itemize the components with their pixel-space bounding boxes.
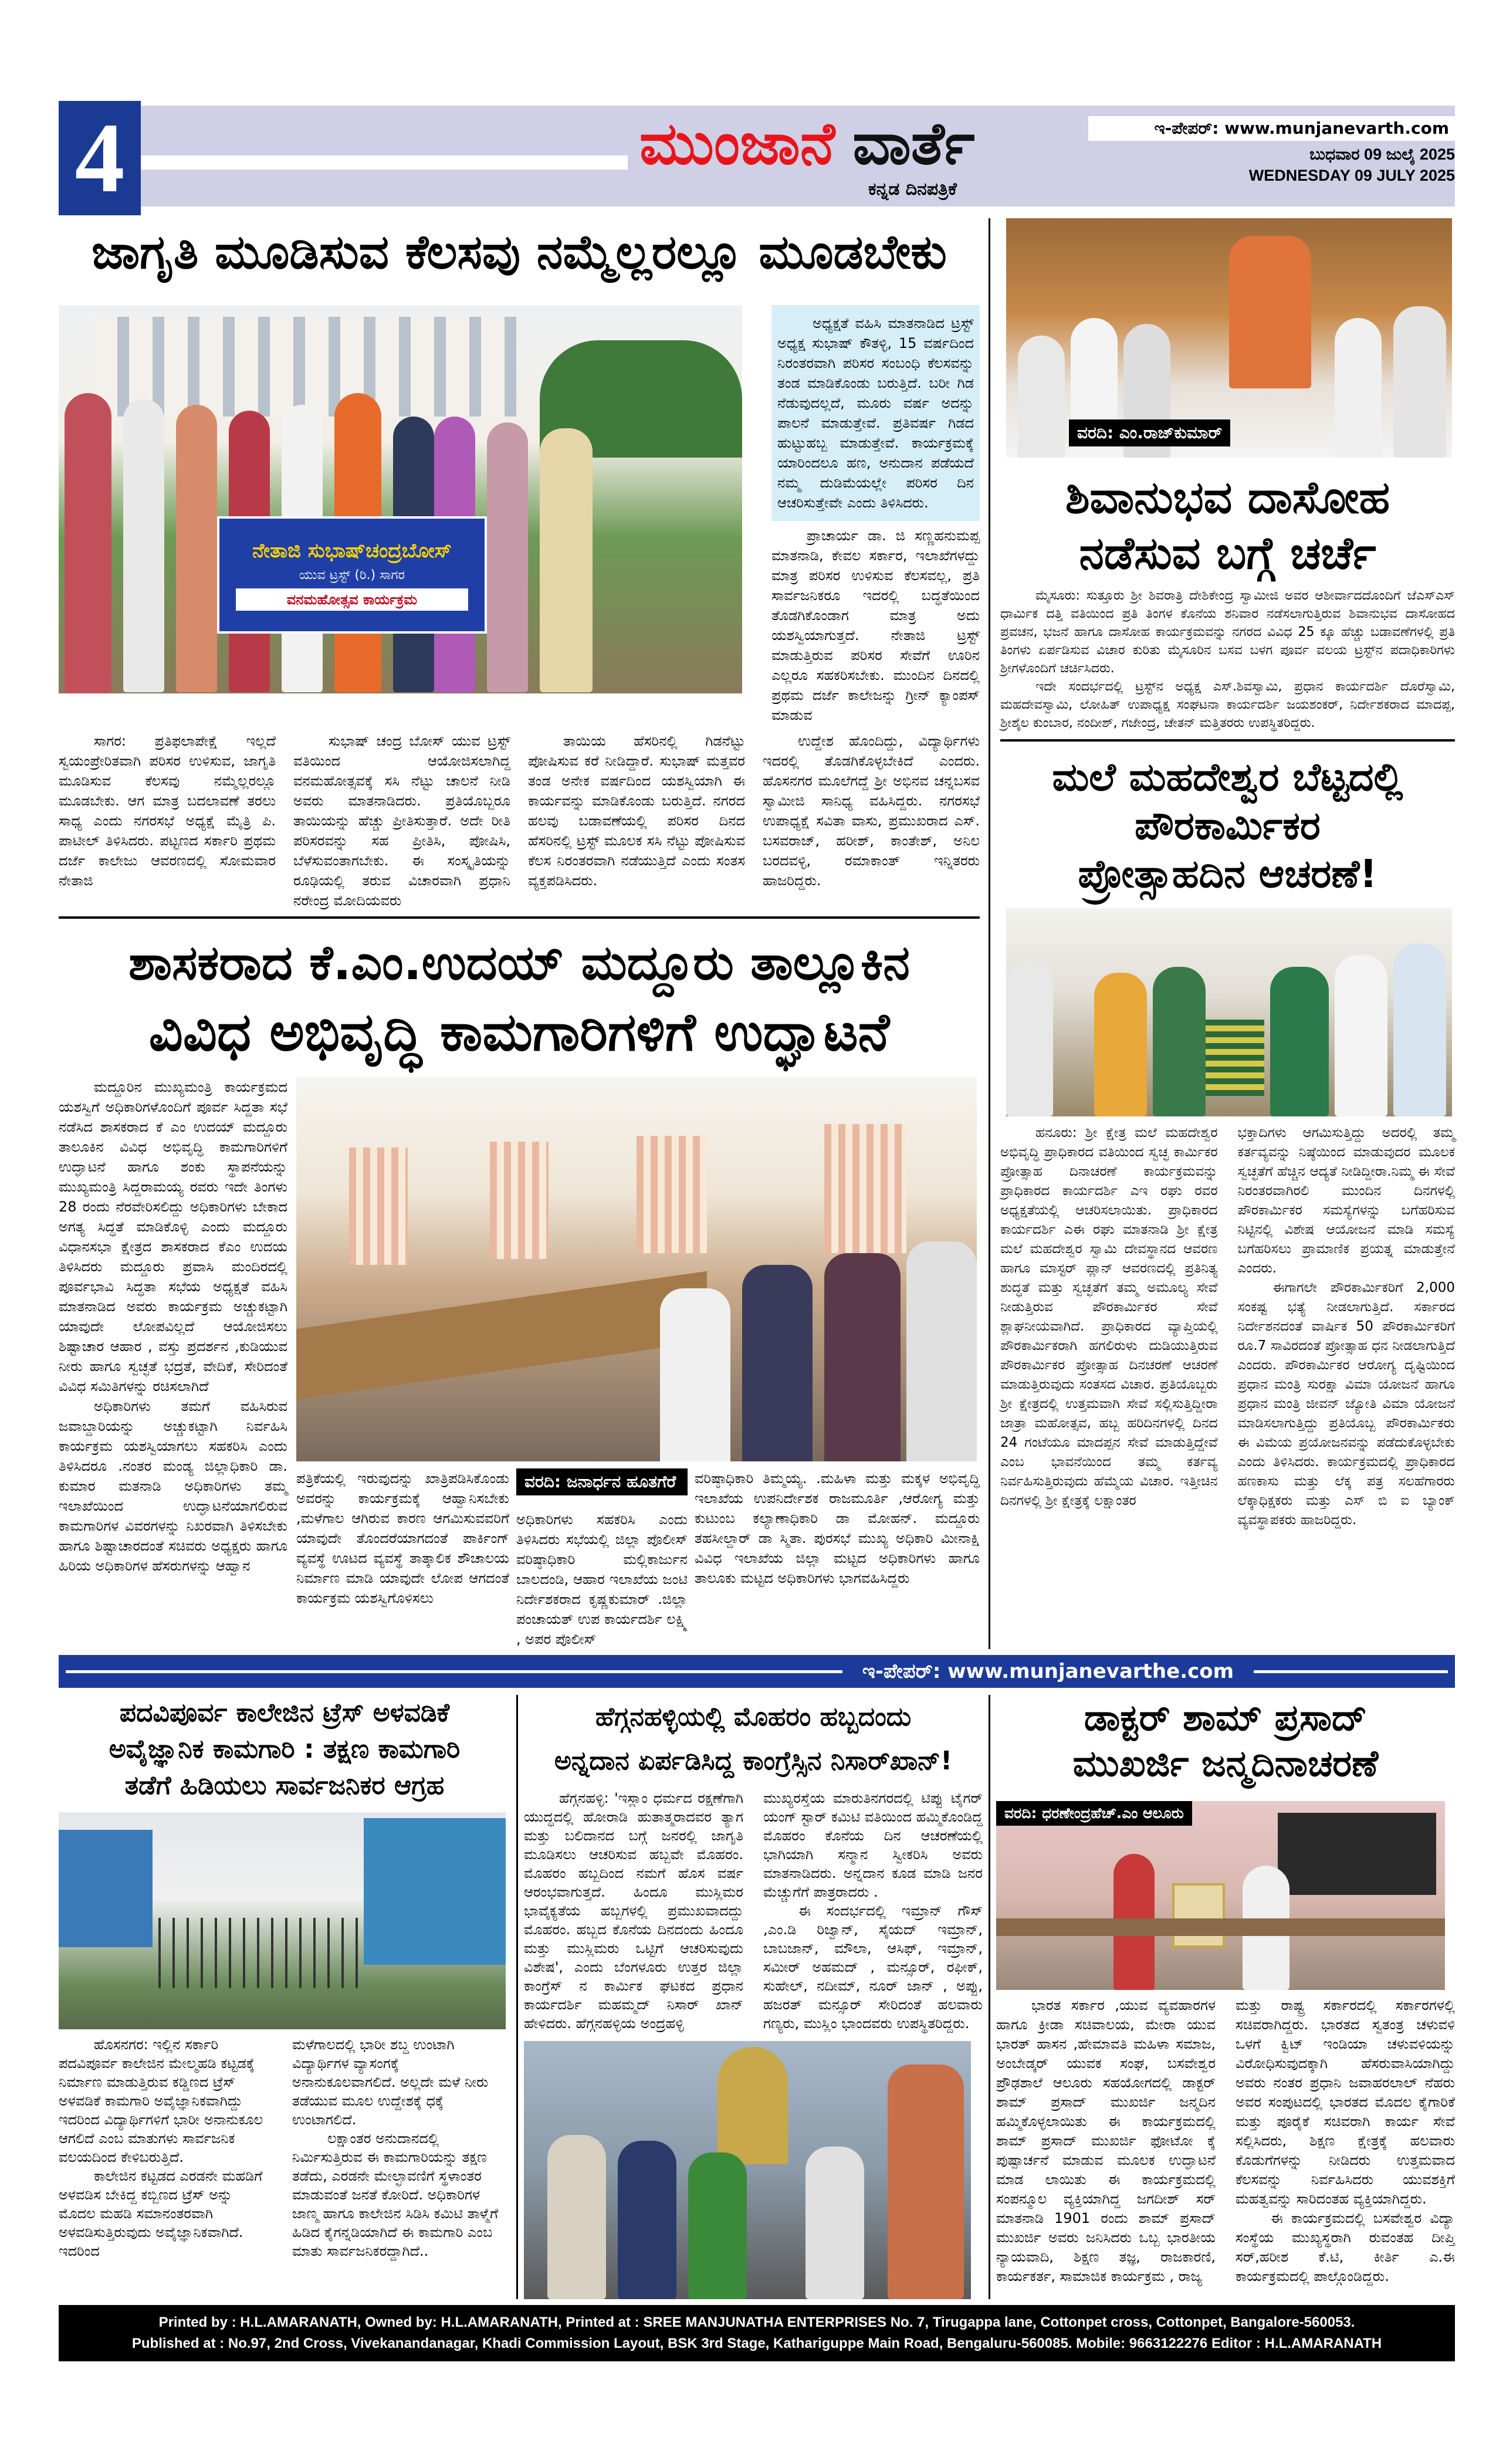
paragraph: ಈ ಸಂದರ್ಭದಲ್ಲಿ ಇಮ್ರಾನ್ ಗೌಸ್ ,ಎಂ.ಡಿ ರಿಜ್ವಾನ್, ಸೈಯದ್ ಇಮ್ರಾನ್, ಬಾಬಜಾನ್, ಮೌಲಾ, ಆಸಿಫ್, ಇಮ್ರಾನ್, ಸಮೀರ್ ಅಹಮದ್ , ಮನ್ಸೂರ್, ರಫೀಕ್, ಸುಹೇಲ್, ನದೀಮ್, ನೂರ್ ಜಾನ್ , ಅಪ್ಪು, ಹಜರತ್ ಮನ್ಸೂರ್ ಸೇರಿದಂತೆ ಹಲವಾರು ಗಣ್ಯರು, ಮುಸ್ಲಿಂ ಭಾಂದವರು ಉಪಸ್ಥಿತರಿದ್ದರು. — [763, 1903, 983, 2032]
story7-col2 — [1236, 1996, 1455, 2286]
story7-col1 — [996, 1996, 1216, 2286]
bottom-row — [59, 1695, 1455, 2299]
story4-headline-line1: ಮಲೆ ಮಹದೇಶ್ವರ ಬೆಟ್ಟದಲ್ಲಿ — [1052, 754, 1403, 800]
story2-byline: ವರದಿ: ಜನಾರ್ಧನ ಹೂತಗೆರೆ — [516, 1468, 688, 1495]
paragraph: ಪತ್ರಿಕೆಯಲ್ಲಿ ಇರುವುದನ್ನು ಖಾತ್ರಿಪಡಿಸಿಕೊಂಡು ಅವರನ್ನು ಕಾರ್ಯಕ್ರಮಕ್ಕೆ ಆಹ್ವಾನಿಸಬೇಕು ,ಮಳೆಗಾಲ ಆಗಿರುವ ಕಾರಣ ಆಗಮಿಸುವವರಿಗೆ ಯಾವುದೇ ತೊಂದರೆಯಾಗದಂತೆ ಪಾರ್ಕಿಂಗ್ ವ್ಯವಸ್ಥೆ ಊಟದ ವ್ಯವಸ್ಥೆ ತಾತ್ಕಾಲಿಕ ಶೌಚಾಲಯ ನಿರ್ಮಾಣ ಮಾಡಿ ಯಾವುದೇ ಲೋಪ ಆಗದಂತೆ ಕಾರ್ಯಕ್ರಮ ಯಶಸ್ವಿಗೊಳಿಸಲು — [296, 1470, 509, 1606]
person-figure — [824, 1253, 901, 1461]
story3-byline: ವರದಿ: ಎಂ.ರಾಜ್‌ಕುಮಾರ್ — [1069, 419, 1230, 446]
story2-columns — [296, 1468, 980, 1649]
imprint-footer — [59, 2305, 1455, 2361]
paragraph: ಅಧಿಕಾರಿಗಳು ತಮಗೆ ವಹಿಸಿರುವ ಜವಾಬ್ದಾರಿಯನ್ನು ಅಚ್ಚುಕಟ್ಟಾಗಿ ನಿರ್ವಹಿಸಿ ಕಾರ್ಯಕ್ರಮ ಯಶಸ್ವಿಯಾಗಲು ಸಹಕರಿಸಿ ಎಂದು ತಿಳಿಸಿದರೂ .ನಂತರ ಮಂಡ್ಯ ಜಿಲ್ಲಾಧಿಕಾರಿ ಡಾ. ಕುಮಾರ ಮತನಾಡಿ ಅಧಿಕಾರಿಗಳು ತಮ್ಮ ಇಲಾಖೆಯಿಂದ ಉದ್ಘಾಟನೆಯಾಗಲಿರುವ ಕಾಮಗಾರಿಗಳ ವಿವರಗಳನ್ನು ನಿಖರವಾಗಿ ತಿಳಿಸಬೇಕು ಹಾಗೂ ಶಿಷ್ಟಾಚಾರದಂತೆ ಸಚಿವರು ಅಧ್ಯಕ್ಷರು ಹಾಗೂ ಹಿರಿಯ ಅಧಿಕಾರಿಗಳ ಹೆಸರುಗಳನ್ನು ಆಹ್ವಾನ — [59, 1398, 287, 1574]
story4-headline-line3: ಪ್ರೋತ್ಸಾಹದಿನ ಆಚರಣೆ! — [1078, 851, 1377, 896]
story2-col-b — [516, 1509, 688, 1649]
person-figure — [742, 1265, 813, 1461]
paragraph: ಮಳೆಗಾಲದಲ್ಲಿ ಭಾರೀ ಶಬ್ದ ಉಂಟಾಗಿ ವಿದ್ಯಾರ್ಥಿಗಳ ವ್ಯಾಸಂಗಕ್ಕೆ ಅನಾನುಕೂಲವಾಗಲಿದೆ. ಅಲ್ಲದೇ ಮಳೆ ನೀರು ತಡೆಯುವ ಮೂಲ ಉದ್ದೇಶಕ್ಕೆ ಧಕ್ಕೆ ಉಂಟಾಗಲಿದೆ. — [292, 2036, 489, 2128]
story3-headline-line2: ನಡೆಸುವ ಬಗ್ಗೆ ಚರ್ಚೆ — [1079, 527, 1376, 579]
bar-line — [1254, 1670, 1448, 1673]
story2-col-a — [296, 1468, 509, 1649]
headline-line: ಮುಖರ್ಜಿ ಜನ್ಮದಿನಾಚರಣೆ — [1072, 1742, 1379, 1785]
headline-line: ಹೆಗ್ಗನಹಳ್ಳಿಯಲ್ಲಿ ಮೊಹರಂ ಹಬ್ಬದಂದು — [595, 1702, 912, 1732]
story1-col2: ಸುಭಾಷ್ ಚಂದ್ರ ಬೋಸ್ ಯುವ ಟ್ರಸ್ಟ್ ವತಿಯಿಂದ ಆಯೋಜಿಸಲಾಗಿದ್ದ ವನಮಹೋತ್ಸವಕ್ಕೆ ಸಸಿ ನೆಟ್ಟು ಚಾಲನೆ ನೀಡಿ ಅವರು ಮಾತನಾಡಿದರು. ಪ್ರತಿಯೊಬ್ಬರೂ ತಾಯಿಯನ್ನು ಹೆಚ್ಚು ಪ್ರೀತಿಸುತ್ತಾರೆ. ಅದೇ ರೀತಿ ಪರಿಸರವನ್ನು ಸಹ ಪ್ರೀತಿಸಿ, ಪೋಷಿಸಿ, ಬೆಳೆಸುವಂತಾಗಬೇಕು. ಈ ಸಂಸ್ಕೃತಿಯನ್ನು ರೂಢಿಯಲ್ಲಿ ತರುವ ವಿಚಾರವಾಗಿ ಪ್ರಧಾನಿ ನರೇಂದ್ರ ಮೋದಿಯವರು — [293, 733, 510, 909]
banner-title: ನೇತಾಜಿ ಸುಭಾಷ್‌ಚಂದ್ರಬೋಸ್ — [252, 539, 452, 563]
headline-line: ಅನ್ನದಾನ ಏರ್ಪಡಿಸಿದ್ದ ಕಾಂಗ್ರೆಸ್ಸಿನ ನಿಸಾರ್‌ಖಾನ್! — [554, 1746, 953, 1776]
story2-left-text — [59, 1077, 287, 1649]
paragraph: ಅಧಿಕಾರಿಗಳು ಸಹಕರಿಸಿ ಎಂದು ತಿಳಿಸಿದರು ಸಭೆಯಲ್ಲಿ ಜಿಲ್ಲಾ ಪೊಲೀಸ್ ವರಿಷ್ಠಾಧಿಕಾರಿ ಮಲ್ಲಿಕಾರ್ಜುನ ಬಾಲದಂಡಿ, ಆಹಾರ ಇಲಾಖೆಯ ಜಂಟಿ ನಿರ್ದೇಶಕರಾದ ಕೃಷ್ಣಕುಮಾರ್ .ಜಿಲ್ಲಾ ಪಂಚಾಯತ್ ಉಪ ಕಾರ್ಯದರ್ಶಿ ಲಕ್ಷ್ಮಿ , ಅಪರ ಪೊಲೀಸ್ — [516, 1511, 688, 1647]
paragraph: ಭಾರತ ಸರ್ಕಾರ ,ಯುವ ವ್ಯವಹಾರಗಳ ಹಾಗೂ ಕ್ರೀಡಾ ಸಚಿವಾಲಯ, ಮೇರಾ ಯುವ ಭಾರತ್ ಹಾಸನ ,ಹೇಮಾವತಿ ಮಹಿಳಾ ಸಮಾಜ, ಅಂಬೇಡ್ಕರ್ ಯುವಕ ಸಂಘ, ಬಸವೇಶ್ವರ ಪ್ರೌಢಶಾಲೆ ಆಲೂರು ಸಹಯೋಗದಲ್ಲಿ ಡಾಕ್ಟರ್ ಶಾಮ್ ಪ್ರಸಾದ್ ಮುಖರ್ಜಿ ಜನ್ಮದಿನ ಹಮ್ಮಿಕೊಳ್ಳಲಾಯಿತು ಈ ಕಾರ್ಯಕ್ರಮದಲ್ಲಿ ಶಾಮ್ ಪ್ರಸಾದ್ ಮುಖರ್ಜಿ ಫೋಟೋ ಕ್ಕೆ ಪುಷ್ಪಾರ್ಚನೆ ಮಾಡುವ ಮೂಲಕ ಉದ್ಘಾಟನೆ ಮಾಡ ಲಾಯಿತು ಈ ಕಾರ್ಯಕ್ರಮದಲ್ಲಿ ಸಂಪನ್ಮೂಲ ವ್ಯಕ್ತಿಯಾಗಿದ್ದ ಜಗದೀಶ್ ಸರ್ ಮಾತನಾಡಿ 1901 ರಂದು ಶಾಮ್ ಪ್ರಸಾದ್ ಮುಖರ್ಜಿ ಅವರು ಜನಿಸಿದರು ಒಬ್ಬ ಭಾರತೀಯ ನ್ಯಾಯವಾದಿ, ಶಿಕ್ಷಣ ತಜ್ಞ, ರಾಜಕಾರಣಿ, ಕಾರ್ಯಕರ್ತ, ಸಾಮಾಜಿಕ ಕಾರ್ಯಕ್ರಮ , ರಾಜ್ಯ — [996, 1997, 1216, 2284]
epaper-link[interactable]: ಇ-ಪೇಪರ್: www.munjanevarth.com — [1088, 116, 1455, 141]
story4-body — [1000, 1123, 1455, 1530]
story7-body — [996, 1996, 1455, 2286]
headline-line: ಅವೈಜ್ಞಾನಿಕ ಕಾಮಗಾರಿ : ತಕ್ಷಣ ಕಾಮಗಾರಿ — [109, 1734, 461, 1764]
paragraph: ಮತ್ತು ರಾಷ್ಟ್ರ ಸರ್ಕಾರದಲ್ಲಿ ಸರ್ಕಾರಗಳಲ್ಲಿ ಸಚಿವರಾಗಿದ್ದರು. ಭಾರತದ ಸ್ವತಂತ್ರ ಚಳುವಳಿ ಒಳಗೆ ಕ್ವಿಟ್ ಇಂಡಿಯಾ ಚಳುವಳಿಯನ್ನು ವಿರೋಧಿಸುವುದಕ್ಕಾಗಿ ಹೆಸರುವಾಸಿಯಾಗಿದ್ದು ಅವರು ನಂತರ ಪ್ರಧಾನಿ ಜವಾಹರಲಾಲ್ ನೆಹರು ಅವರ ಸಂಪುಟದಲ್ಲಿ ಭಾರತದ ಮೊದಲ ಕೈಗಾರಿಕೆ ಮತ್ತು ಪೂರೈಕೆ ಸಚಿವರಾಗಿ ಕಾರ್ಯ ಸೇವೆ ಸಲ್ಲಿಸಿದರು, ಶಿಕ್ಷಣ ಕ್ಷೇತ್ರಕ್ಕೆ ಹಲವಾರು ಕೊಡುಗೆಗಳನ್ನು ನೀಡಿದರು ಉತ್ತಮವಾದ ಕೆಲಸವನ್ನು ನಿರ್ವಹಿಸಿದರು ಯುವಶಕ್ತಿಗೆ ಮಹತ್ವವನ್ನು ಸಾರಿದಂತಹ ವ್ಯಕ್ತಿಯಾಗಿದ್ದರು. — [1236, 1997, 1455, 2207]
person-figure — [176, 405, 217, 692]
paragraph: ಈಗಾಗಲೇ ಪೌರಕಾರ್ಮಿಕರಿಗೆ 2,000 ಸಂಕಷ್ಟ ಭತ್ಯೆ ನೀಡಲಾಗುತ್ತಿದೆ. ಸರ್ಕಾರದ ನಿರ್ದೇಶನದಂತೆ ವಾರ್ಷಿಕ 50 ಪೌರಕಾರ್ಮಿಕರಿಗೆ ರೂ.7 ಸಾವಿರದಂತೆ ಪ್ರೋತ್ಸಾಹ ಧನ ನೀಡಲಾಗುತ್ತಿದೆ ಎಂದರು. ಪೌರಕಾರ್ಮಿಕರ ಆರೋಗ್ಯ ದೃಷ್ಟಿಯಿಂದ ಪ್ರಧಾನ ಮಂತ್ರಿ ಸುರಕ್ಷಾ ವಿಮಾ ಯೋಜನೆ ಹಾಗೂ ಪ್ರಧಾನ ಮಂತ್ರಿ ಜೀವನ್ ಜ್ಯೋತಿ ವಿಮಾ ಯೋಜನೆ ಮಾಡಿಸಲಾಗುತ್ತಿದ್ದು ಪ್ರತಿಯೊಬ್ಬ ಪೌರಕಾರ್ಮಿಕರು ಈ ವಿಮೆಯ ಪ್ರಯೋಜನವನ್ನು ಪಡೆದುಕೊಳ್ಳಬೇಕು ಎಂದು ತಿಳಿಸಿದರು. ಕಾರ್ಯಕ್ರಮದಲ್ಲಿ ಪ್ರಾಧಿಕಾರದ ಹಣಕಾಸು ಮತ್ತು ಲೆಕ್ಕ ಪತ್ರ ಸಲಹೆಗಾರರು ಲೆಕ್ಕಾಧಿಕ್ಷಕರು ಮತ್ತು ಎಸ್ ಬಿ ಐ ಬ್ಯಾಂಕ್ ವ್ಯವಸ್ಥಾಪಕರು ಹಾಜರಿದ್ದರು. — [1237, 1280, 1455, 1528]
date-english: WEDNESDAY 09 JULY 2025 — [1248, 167, 1455, 184]
person-figure — [540, 428, 593, 692]
person-figure — [1270, 967, 1329, 1116]
person-figure — [1393, 306, 1446, 458]
tazia — [717, 2047, 788, 2164]
story1-top — [59, 305, 980, 725]
paragraph: ಹನೂರು: ಶ್ರೀ ಕ್ಷೇತ್ರ ಮಲೆ ಮಹದೇಶ್ವರ ಅಭಿವೃದ್ಧಿ ಪ್ರಾಧಿಕಾರದ ವತಿಯಿಂದ ಸ್ವಚ್ಛ ಕಾರ್ಮಿಕರ ಪ್ರೋತ್ಸಾಹ ದಿನಾಚರಣೆ ಕಾರ್ಯಕ್ರಮವನ್ನು ಪ್ರಾಧಿಕಾರದ ಕಾರ್ಯದರ್ಶಿ ಎಇ ರಘು ರವರ ಅಧ್ಯಕ್ಷತೆಯಲ್ಲಿ ಆಚರಿಸಲಾಯಿತು. ಪ್ರಾಧಿಕಾರದ ಕಾರ್ಯದರ್ಶಿ ಎಈ ರಘು ಮಾತನಾಡಿ ಶ್ರೀ ಕ್ಷೇತ್ರ ಮಲೆ ಮಹದೇಶ್ವರ ಸ್ವಾಮಿ ದೇವಸ್ಥಾನದ ಆವರಣ ಹಾಗೂ ಮಾಸ್ಟರ್ ಪ್ಲಾನ್ ಆವರಣದಲ್ಲಿ ಪ್ರತಿನಿತ್ಯ ಶುದ್ಧತೆ ಮತ್ತು ಸ್ವಚ್ಛತೆಗೆ ತಮ್ಮ ಅಮೂಲ್ಯ ಸೇವೆ ನೀಡುತ್ತಿರುವ ಪೌರಕಾರ್ಮಿಕರ ಸೇವೆ ಶ್ಲಾಘನೀಯವಾಗಿದೆ. ಪ್ರಾಧಿಕಾರದ ವ್ಯಾಪ್ತಿಯಲ್ಲಿ ಪೌರಕಾರ್ಮಿಕರಾಗಿ ಹಗಲಿರುಳು ದುಡಿಯುತ್ತಿರುವ ಪೌರಕಾರ್ಮಿಕರ ಪ್ರೋತ್ಸಾಹ ದಿನಚರಣೆ ಆಚರಣೆ ಮಾಡುತ್ತಿರುವುದು ಸಂತಸದ ವಿಚಾರ. ಪ್ರತಿಯೊಬ್ಬರು ಶ್ರೀ ಕ್ಷೇತ್ರದಲ್ಲಿ ಉತ್ತಮವಾಗಿ ಸೇವೆ ಸಲ್ಲಿಸುತ್ತಿದ್ದೀರಾ ಜಾತ್ರಾ ಮಹೋತ್ಸವ, ಹಬ್ಬ ಹರಿದಿನಗಳಲ್ಲಿ ದಿನದ 24 ಗಂಟೆಯೂ ಮಾದಪ್ಪನ ಸೇವೆ ಮಾಡುತ್ತಿದ್ದೇವೆ ಎಂಬ ಭಾವನೆಯಿಂದ ತಮ್ಮ ಕರ್ತವ್ಯ ನಿರ್ವಹಿಸುತ್ತಿರುವುದು ಹೆಮ್ಮೆಯ ವಿಚಾರ. ಇತ್ತೀಚಿನ ದಿನಗಳಲ್ಲಿ ಶ್ರೀ ಕ್ಷೇತ್ರಕ್ಕೆ ಲಕ್ಷಾಂತರ — [1000, 1125, 1218, 1508]
headline-line: ತಡೆಗೆ ಹಿಡಿಯಲು ಸಾರ್ವಜನಿಕರ ಆಗ್ರಹ — [124, 1771, 445, 1800]
story5-college-photo — [59, 1812, 506, 2029]
story5-col2 — [292, 2035, 506, 2260]
story6-col1 — [524, 1789, 743, 2033]
paragraph: ಮದ್ದೂರಿನ ಮುಖ್ಯಮಂತ್ರಿ ಕಾರ್ಯಕ್ರಮದ ಯಶಸ್ವಿಗೆ ಅಧಿಕಾರಿಗಳೊಂದಿಗೆ ಪೂರ್ವ ಸಿದ್ದತಾ ಸಭೆ ನಡೆಸಿದ ಶಾಸಕರಾದ ಕೆ ಎಂ ಉದಯ್ ಮದ್ದೂರು ತಾಲೂಕಿನ ವಿವಿಧ ಅಭಿವೃದ್ಧಿ ಕಾಮಗಾರಿಗಳಿಗೆ ಉದ್ಘಾಟನೆ ಹಾಗೂ ಶಂಕು ಸ್ಥಾಪನೆಯನ್ನು ಮುಖ್ಯಮಂತ್ರಿ ಸಿದ್ದರಾಮಯ್ಯ ರವರು ಇದೇ ತಿಂಗಳು 28 ರಂದು ನೆರವೇರಿಸಲಿದ್ದು ಅಧಿಕಾರಿಗಳು ಬೇಕಾದ ಅಗತ್ಯ ಸಿದ್ಧತೆ ಮಾಡಿಕೊಳ್ಳಿ ಎಂದು ಮದ್ದೂರು ವಿಧಾನಸಭಾ ಕ್ಷೇತ್ರದ ಶಾಸಕರಾದ ಕೆಎಂ ಉದಯ ತಿಳಿಸಿದರು ಮದ್ದೂರು ಪ್ರವಾಸಿ ಮಂದಿರದಲ್ಲಿ ಪೂರ್ವಭಾವಿ ಸಿದ್ಧತಾ ಸಭೆಯ ಅಧ್ಯಕ್ಷತೆ ವಹಿಸಿ ಮಾತನಾಡಿದ ಅವರು ಕಾರ್ಯಕ್ರಮ ಅಚ್ಚುಕಟ್ಟಾಗಿ ಯಾವುದೇ ಲೋಪವಿಲ್ಲದೆ ಆಯೋಜಿಸಲು ಶಿಷ್ಟಾಚಾರ ಆಹಾರ , ವಸ್ತು ಪ್ರದರ್ಶನ ,ಕುಡಿಯುವ ನೀರು ಹಾಗೂ ಸ್ವಚ್ಛತೆ ಭದ್ರತೆ, ವೇದಿಕೆ, ಸೇರಿದಂತೆ ವಿವಿಧ ಸಮಿತಿಗಳನ್ನು ರಚಿಸಲಾಗಿದೆ — [59, 1079, 287, 1395]
story1-photo — [59, 305, 742, 693]
banner-subtitle: ಯುವ ಟ್ರಸ್ಟ್ (ರಿ.) ಸಾಗರ — [299, 568, 405, 583]
story4-col1 — [1000, 1123, 1218, 1530]
story2-col-mid — [516, 1468, 688, 1649]
paragraph: ಇದೇ ಸಂದರ್ಭದಲ್ಲಿ ಟ್ರಸ್ಟ್‌ನ ಅಧ್ಯಕ್ಷ ಎಸ್.ಶಿವಸ್ವಾಮಿ, ಪ್ರಧಾನ ಕಾರ್ಯದರ್ಶಿ ದೊರೆಸ್ವಾಮಿ, ಮಹದೇವಸ್ವಾಮಿ, ಲೋಹಿತ್ ಉಪಾಧ್ಯಕ್ಷ ಸಂಘಟನಾ ಕಾರ್ಯದರ್ಶಿ ಜಯಶಂಕರ್, ನಿರ್ದೇಶಕರಾದ ಮಾದಪ್ಪ, ಶ್ರೀಶೈಲ ಕುಂಬಾರ, ನಂದೀಶ್, ಗಜೇಂದ್ರ, ಚೇತನ್ ಮತ್ತಿತರರು ಉಪಸ್ಥಿತರಿದ್ದರು. — [1000, 679, 1455, 730]
story2-meeting-photo — [296, 1077, 977, 1461]
story1-side-column — [771, 305, 980, 725]
story1-side-text — [771, 526, 980, 725]
blackboard — [1278, 1813, 1436, 1895]
story6 — [524, 1695, 983, 2299]
story1-headline: ಜಾಗೃತಿ ಮೂಡಿಸುವ ಕೆಲಸವು ನಮ್ಮೆಲ್ಲರಲ್ಲೂ ಮೂಡಬೇಕು — [92, 225, 947, 279]
story3-photo — [1006, 218, 1452, 458]
paragraph: ಮುಖ್ಯರಸ್ತೆಯ ಮಾರುತಿನಗರದಲ್ಲಿ ಟಿಪ್ಪು ಟೈಗರ್ ಯಂಗ್ ಸ್ಟಾರ್ ಕಮಿಟಿ ವತಿಯಿಂದ ಹಮ್ಮಿಕೊಂಡಿದ್ದ ಮೊಹರಂ ಕೊನೆಯ ದಿನ ಆಚರಣೆಯಲ್ಲಿ ಭಾಗಿಯಾಗಿ ಸನ್ಮಾನ ಸ್ವೀಕರಿಸಿ ಅವರು ಮಾತನಾಡಿದರು. ಅನ್ನದಾನ ಕೂಡ ಮಾಡಿ ಜನರ ಮೆಚ್ಚುಗೆಗೆ ಪಾತ್ರರಾದರು . — [763, 1790, 983, 1900]
column-rule — [989, 1695, 990, 2299]
story1-col3: ತಾಯಿಯ ಹೆಸರಿನಲ್ಲಿ ಗಿಡನೆಟ್ಟು ಪೋಷಿಸುವ ಕರೆ ನೀಡಿದ್ದಾರೆ. ಸುಭಾಷ್ ಮತ್ತವರ ತಂಡ ಅನೇಕ ವರ್ಷದಿಂದ ಯಶಸ್ವಿಯಾಗಿ ಈ ಕಾರ್ಯವನ್ನು ಮಾಡಿಕೊಂಡು ಬರುತ್ತಿದೆ. ನಗರದ ಹಲವು ಬಡಾವಣೆಯಲ್ಲಿ ಪರಿಸರ ದಿನದ ಹೆಸರಿನಲ್ಲಿ ಟ್ರಸ್ಟ್ ಮೂಲಕ ಸಸಿ ನೆಟ್ಟು ಪೋಷಿಸುವ ಕೆಲಸ ನಿರಂತರವಾಗಿ ನಡೆಯುತ್ತಿದೆ ಎಂದು ಸಂತಸ ವ್ಯಕ್ತಪಡಿಸಿದರು. — [528, 733, 745, 889]
person-figure — [547, 2135, 606, 2299]
story1-quote-box — [771, 305, 980, 521]
paragraph: ಭಕ್ತಾದಿಗಳು ಆಗಮಿಸುತ್ತಿದ್ದು ಅದರಲ್ಲಿ ತಮ್ಮ ಕರ್ತವ್ಯವನ್ನು ನಿಷ್ಠೆಯಿಂದ ಮಾಡುವುದರ ಮೂಲಕ ಸ್ವಚ್ಛತೆಗೆ ಹೆಚ್ಚಿನ ಆದ್ಯತೆ ನೀಡಿದ್ದೀರಾ.ನಿಮ್ಮ ಈ ಸೇವೆ ನಿರಂತರವಾಗಿರಲಿ ಮುಂದಿನ ದಿನಗಳಲ್ಲಿ ಪೌರಕಾರ್ಮಿಕರ ಸಮಸ್ಯೆಗಳನ್ನು ಬಗೆಹರಿಸುವ ನಿಟ್ಟಿನಲ್ಲಿ ವಿಶೇಷ ಆಯೋಜನೆ ಮಾಡಿ ಸಮಸ್ಯೆ ಬಗೆಹರಿಸಲು ಪ್ರಾಮಾಣಿಕ ಪ್ರಯತ್ನ ಮಾಡುತ್ತೇನೆ ಎಂದರು. — [1237, 1125, 1455, 1276]
person-figure — [1006, 961, 1053, 1116]
person-figure — [1335, 955, 1387, 1116]
story2-body — [59, 1077, 980, 1649]
imprint-line2: Published at : No.97, 2nd Cross, Vivekanandanagar, Khadi Commission Layout, BSK 3rd Stage, Kathariguppe Main Road, Bengaluru-560085. Mobile: 9663122276 Editor : H.L.AMARANATH — [131, 2336, 1382, 2351]
story7-headline — [996, 1695, 1455, 1786]
story7-byline: ವರದಿ: ಧರಣೇಂದ್ರಹೆಚ್.ಎಂ ಆಲೂರು — [996, 1801, 1192, 1826]
story1-columns — [59, 731, 980, 911]
epaper-url[interactable]: ಇ-ಪೇಪರ್: www.munjanevarthe.com — [862, 1660, 1234, 1683]
person-figure — [660, 1288, 730, 1461]
story4-photo — [1006, 908, 1452, 1116]
story2-col-c — [695, 1468, 980, 1649]
paragraph: ಕಾಲೇಜಿನ ಕಟ್ಟಡದ ಎರಡನೇ ಮಹಡಿಗೆ ಅಳವಡಿಸ ಬೇಕಿದ್ದ ಕಬ್ಬಿಣದ ಟ್ರೆಸ್ ಅನ್ನು ಮೊದಲ ಮಹಡಿ ಸಮಾನಂತರವಾಗಿ ಅಳವಡಿಸುತ್ತಿರುವುದು ಅವೈಜ್ಞಾನಿಕವಾಗಿದೆ. ಇದರಿಂದ — [59, 2168, 263, 2259]
story2-headline-line1: ಶಾಸಕರಾದ ಕೆ.ಎಂ.ಉದಯ್ ಮದ್ದೂರು ತಾಲ್ಲೂಕಿನ — [128, 935, 910, 991]
story5 — [59, 1695, 510, 2299]
story3-headline-line1: ಶಿವಾನುಭವ ದಾಸೋಹ — [1065, 471, 1390, 523]
person-figure — [618, 2141, 676, 2299]
portrait-frame — [1172, 1883, 1225, 1948]
paragraph: ಈ ಕಾರ್ಯಕ್ರಮದಲ್ಲಿ ಬಸವೇಶ್ವರ ವಿದ್ಯಾ ಸಂಸ್ಥೆಯ ಮುಖ್ಯಸ್ಥರಾಗಿ ರುವಂತಹ ದೀಪ್ತಿ ಸರ್,ಹರೀಶ ಕೆ.ಟಿ, ಕೀರ್ತಿ ಎ.ಈ ಕಾರ್ಯಕ್ರಮದಲ್ಲಿ ಪಾಲ್ಗೊಂಡಿದ್ದರು. — [1236, 2210, 1455, 2284]
person-figure — [888, 2064, 964, 2299]
divider — [1000, 739, 1455, 742]
desk — [996, 1918, 1445, 1936]
person-figure — [1094, 973, 1147, 1116]
trust-banner — [217, 516, 487, 634]
curtain — [490, 1142, 549, 1259]
story4-col2 — [1238, 1123, 1456, 1530]
story2-right — [296, 1077, 980, 1649]
column-rule — [516, 1695, 518, 2299]
side-text: ಪ್ರಾಚಾರ್ಯ ಡಾ. ಜಿ ಸಣ್ಣಹನುಮಪ್ಪ ಮಾತನಾಡಿ, ಕೇವಲ ಸರ್ಕಾರ, ಇಲಾಖೆಗಳದ್ದು ಮಾತ್ರ ಪರಿಸರ ಉಳಿಸುವ ಕೆಲಸವಲ್ಲ, ಪ್ರತಿ ಸಾರ್ವಜನಿಕರೂ ಇದರಲ್ಲಿ ಬದ್ಧತೆಯಿಂದ ತೊಡಗಿಕೊಂಡಾಗ ಮಾತ್ರ ಅದು ಯಶಸ್ವಿಯಾಗುತ್ತದೆ. ನೇತಾಜಿ ಟ್ರಸ್ಟ್ ಮಾಡುತ್ತಿರುವ ಪರಿಸರ ಸೇವೆಗೆ ಊರಿನ ಎಲ್ಲರೂ ಸಹಕರಿಸಬೇಕು. ಮುಂದಿನ ದಿನದಲ್ಲಿ ಪ್ರಥಮ ದರ್ಜೆ ಕಾಲೇಜನ್ನು ಗ್ರೀನ್ ಕ್ಯಾಂಪಸ್ ಮಾಡುವ — [771, 527, 980, 723]
building — [94, 317, 516, 417]
date-kannada: ಬುಧವಾರ 09 ಜುಲೈ 2025 — [1309, 145, 1455, 163]
building-wing — [364, 1818, 506, 1965]
person-figure — [805, 2147, 864, 2299]
masthead-subtitle: ಕನ್ನಡ ದಿನಪತ್ರಿಕೆ — [868, 179, 957, 199]
person-figure — [906, 1241, 977, 1461]
person-figure — [1153, 967, 1206, 1116]
headline-line: ಡಾಕ್ಟರ್ ಶಾಮ್ ಪ್ರಸಾದ್ — [1084, 1696, 1368, 1739]
left-column — [59, 218, 980, 1649]
story6-muharram-photo — [524, 2041, 971, 2299]
quote-text: ಅಧ್ಯಕ್ಷತೆ ವಹಿಸಿ ಮಾತನಾಡಿದ ಟ್ರಸ್ಟ್ ಅಧ್ಯಕ್ಷ ಸುಭಾಷ್ ಕೌತಳ್ಳಿ, 15 ವರ್ಷದಿಂದ ನಿರಂತರವಾಗಿ ಪರಿಸರ ಸಂಬಂಧಿ ಕೆಲಸವನ್ನು ತಂಡ ಮಾಡಿಕೊಂಡು ಬರುತ್ತಿದೆ. ಬರೀ ಗಿಡ ನೆಡುವುದಲ್ಲದೆ, ಮೂರು ವರ್ಷ ಅದನ್ನು ಪಾಲನೆ ಮಾಡುತ್ತೇವೆ. ಪ್ರತಿವರ್ಷ ಗಿಡದ ಹುಟ್ಟುಹಬ್ಬ ಮಾಡುತ್ತೇವೆ. ಕಾರ್ಯಕ್ರಮಕ್ಕೆ ಯಾರಿಂದಲೂ ಹಣ, ಅನುದಾನ ಪಡೆಯದೆ ನಮ್ಮ ದುಡಿಮೆಯಲ್ಲೇ ಪರಿಸರ ದಿನ ಆಚರಿಸುತ್ತೇವೇ ಎಂದು ತಿಳಿಸಿದರು. — [777, 315, 974, 511]
story6-headline — [524, 1695, 983, 1783]
story7-photo — [996, 1801, 1445, 1990]
masthead-black: ವಾರ್ತೆ — [852, 109, 975, 178]
masthead-logo — [639, 109, 975, 179]
person-figure — [123, 399, 164, 692]
person-figure — [688, 2152, 747, 2299]
person-figure — [1018, 336, 1065, 458]
paragraph: ಹೆಗ್ಗನಹಳ್ಳಿ: 'ಇಸ್ಲಾಂ ಧರ್ಮದ ರಕ್ಷಣೆಗಾಗಿ ಯುದ್ಧದಲ್ಲಿ ಹೋರಾಡಿ ಹುತಾತ್ಮರಾದವರ ತ್ಯಾಗ ಮತ್ತು ಬಲಿದಾನದ ಬಗ್ಗೆ ಜನರಲ್ಲಿ ಜಾಗೃತಿ ಮೂಡಿಸಲು ಆಚರಿಸುವ ಹಬ್ಬವೇ ಮೊಹರಂ. ಮೊಹರಂ ಹಬ್ಬದಿಂದ ನಮಗೆ ಹೊಸ ವರ್ಷ ಆರಂಭವಾಗುತ್ತದೆ. ಹಿಂದೂ ಮುಸ್ಲಿಮರ ಭಾವೈಕ್ಯತೆಯ ಹಬ್ಬಗಳಲ್ಲಿ ಪ್ರಮುಖವಾದದ್ದು ಮೊಹರಂ. ಹಬ್ಬದ ಕೊನೆಯ ದಿನದಂದು ಹಿಂದೂ ಮತ್ತು ಮುಸ್ಲಿಮರು ಒಟ್ಟಿಗೆ ಆಚರಿಸುವುದು ವಿಶೇಷ', ಎಂದು ಬೆಂಗಳೂರು ಉತ್ತರ ಜಿಲ್ಲಾ ಕಾಂಗ್ರೆಸ್ ನ ಕಾರ್ಮಿಕ ಘಟಕದ ಪ್ರಧಾನ ಕಾರ್ಯದರ್ಶಿ ಮಹಮ್ಮದ್ ನಿಸಾರ್ ಖಾನ್ ಹೇಳಿದರು. ಹೆಗ್ಗನಹಳ್ಳಿಯ ಅಂದ್ರಹಳ್ಳಿ — [524, 1790, 743, 2032]
story7 — [996, 1695, 1455, 2299]
imprint-line1: Printed by : H.L.AMARANATH, Owned by: H.L.AMARANATH, Printed at : SREE MANJUNATHA ENTERPRISES No. 7, Tirugappa lane, Cottonpet cross, Cottonpet, Bangalore-560053. — [158, 2314, 1355, 2330]
page-content — [59, 218, 1455, 2361]
divider — [59, 916, 980, 919]
right-column — [1000, 218, 1455, 1649]
story3-body — [1000, 587, 1455, 732]
curtain — [824, 1124, 906, 1253]
story2-headline-line2: ವಿವಿಧ ಅಭಿವೃದ್ಧಿ ಕಾಮಗಾರಿಗಳಿಗೆ ಉದ್ಘಾಟನೆ — [148, 1001, 890, 1063]
bar-line — [66, 1670, 842, 1673]
story5-body — [59, 2035, 506, 2260]
story1-col4: ಉದ್ದೇಶ ಹೊಂದಿದ್ದು, ವಿದ್ಯಾರ್ಥಿಗಳು ಇದರಲ್ಲಿ ತೊಡಗಿಕೊಳ್ಳಬೇಕಿದೆ ಎಂದರು. ಹೊಸನಗರ ಮೂಲೆಗದ್ದೆ ಶ್ರೀ ಅಭಿನವ ಚನ್ನಬಸವ ಸ್ವಾಮೀಜಿ ಸಾನಿಧ್ಯ ವಹಿಸಿದ್ದರು. ನಗರಸಭೆ ಉಪಾಧ್ಯಕ್ಷೆ ಸವಿತಾ ವಾಸು, ಪ್ರಮುಖರಾದ ಎಸ್. ಬಸವರಾಜ್, ಹರೀಶ್, ಕಾಂತೇಶ್, ಅನಿಲ ಬರದವಳ್ಳಿ, ರಮಾಕಾಂತ್ ಇನ್ನಿತರರು ಹಾಜರಿದ್ದರು. — [763, 733, 980, 889]
story5-col1 — [59, 2035, 272, 2260]
story5-headline — [59, 1695, 510, 1804]
story6-body — [524, 1789, 983, 2033]
building-wing — [59, 1830, 153, 1947]
epaper-divider-bar — [59, 1655, 1455, 1688]
person-figure — [1229, 236, 1311, 388]
person-figure — [1393, 943, 1446, 1116]
banner-event: ವನಮಹೋತ್ಸವ ಕಾರ್ಯಕ್ರಮ — [236, 588, 468, 611]
headline-line: ಪದವಿಪೂರ್ವ ಕಾಲೇಜಿನ ಟ್ರೆಸ್ ಅಳವಡಿಕೆ — [119, 1698, 450, 1728]
page-number: 4 — [59, 101, 141, 215]
person-figure — [65, 393, 111, 693]
curtain — [349, 1148, 408, 1265]
column-rule — [989, 218, 990, 1649]
gift — [1206, 1020, 1264, 1096]
gate — [158, 1918, 358, 1988]
masthead-red: ಮುಂಜಾನೆ — [639, 109, 835, 178]
person-figure — [487, 422, 528, 692]
conference-table — [296, 1271, 707, 1399]
curtain — [637, 1136, 707, 1253]
masthead-strip — [141, 155, 628, 170]
paragraph: ಮೈಸೂರು: ಸುತ್ತೂರು ಶ್ರೀ ಶಿವರಾತ್ರಿ ದೇಶಿಕೇಂದ್ರ ಸ್ವಾಮೀಜಿ ಅವರ ಆಶೀರ್ವಾದದೊಂದಿಗೆ ಜೆಎಸ್‌ಎಸ್ ಧಾರ್ಮಿಕ ದತ್ತಿ ವತಿಯಿಂದ ಪ್ರತಿ ತಿಂಗಳ ಕೊನೆಯ ಶನಿವಾರ ನಡೆಸಲಾಗುತ್ತಿರುವ ಶಿವಾನುಭವ ದಾಸೋಹದ ಪ್ರವಚನ, ಭಜನೆ ಹಾಗೂ ದಾಸೋಹ ಕಾರ್ಯಕ್ರಮವನ್ನು ನಗರದ ವಿವಿಧ 25 ಕ್ಕೂ ಹೆಚ್ಚು ಬಡಾವಣೆಗಳಲ್ಲಿ ಪ್ರತಿ ತಿಂಗಳು ಏರ್ಪಡಿಸುವ ವಿಚಾರ ಕುರಿತು ಮೈಸೂರಿನ ಬಸವ ಬಳಗ ಪೂರ್ವ ವಲಯ ಟ್ರಸ್ಟ್‌ನ ಪದಾಧಿಕಾರಿಗಳು ಶ್ರೀಗಳೊಂದಿಗೆ ಚರ್ಚಿಸಿದರು. — [1000, 588, 1455, 676]
upper-row — [59, 218, 1455, 1649]
story6-col2 — [763, 1789, 983, 2033]
story1-col1: ಸಾಗರ: ಪ್ರತಿಫಲಾಪೇಕ್ಷೆ ಇಲ್ಲದೆ ಸ್ವಯಂಪ್ರೇರಿತವಾಗಿ ಪರಿಸರ ಉಳಿಸುವ, ಜಾಗೃತಿ ಮೂಡಿಸುವ ಕೆಲಸವು ನಮ್ಮೆಲ್ಲರಲ್ಲೂ ಮೂಡಬೇಕು. ಆಗ ಮಾತ್ರ ಬದಲಾವಣೆ ತರಲು ಸಾಧ್ಯ ಎಂದು ನಗರಸಭೆ ಅಧ್ಯಕ್ಷೆ ಮೈತ್ರಿ ಪಿ. ಪಾಟೀಲ್ ತಿಳಿಸಿದರು. ಪಟ್ಟಣದ ಸರ್ಕಾರಿ ಪ್ರಥಮ ದರ್ಜೆ ಕಾಲೇಜು ಆವರಣದಲ್ಲಿ ಸೋಮವಾರ ನೇತಾಜಿ — [59, 733, 276, 889]
paragraph: ಲಕ್ಷಾಂತರ ಅನುದಾನದಲ್ಲಿ ನಿರ್ಮಿಸುತ್ತಿರುವ ಈ ಕಾಮಗಾರಿಯನ್ನು ತಕ್ಷಣ ತಡೆದು, ಎರಡನೇ ಮೇಲ್ಛಾವಣಿಗೆ ಸ್ಥಳಾಂತರ ಮಾಡುವಂತೆ ಜನತೆ ಕೋರಿದೆ. ಅಧಿಕಾರಿಗಳ ಜಾಣ್ಮ ಹಾಗೂ ಕಾಲೇಜಿನ ಸಿಡಿಸಿ ಕಮಿಟಿ ತಾಳ್ಮೆಗೆ ಹಿಡಿದ ಕೈಗನ್ನಡಿಯಾಗಿದೆ ಈ ಕಾಮಗಾರಿ ಎಂಬ ಮಾತು ಸಾರ್ವಜನಿಕರದ್ದಾಗಿದೆ.. — [292, 2130, 499, 2259]
story4-headline-line2: ಪೌರಕಾರ್ಮಿಕರ — [1135, 803, 1321, 848]
paragraph: ವರಿಷ್ಠಾಧಿಕಾರಿ ತಿಮ್ಮಯ್ಯ. .ಮಹಿಳಾ ಮತ್ತು ಮಕ್ಕಳ ಅಭಿವೃದ್ಧಿ ಇಲಾಖೆಯ ಉಪನಿರ್ದೇಶಕ ರಾಜಮೂರ್ತಿ ,ಆರೋಗ್ಯ ಮತ್ತು ಕುಟುಂಬ ಕಲ್ಯಾಣಾಧಿಕಾರಿ ಡಾ ಮೋಹನ್. ಮದ್ದೂರು ತಹಸೀಲ್ದಾರ್ ಡಾ ಸ್ಮಿತಾ. ಪುರಸಭೆ ಮುಖ್ಯ ಅಧಿಕಾರಿ ಮೀನಾಕ್ಷಿ ವಿವಿಧ ಇಲಾಖೆಯ ಜಿಲ್ಲಾ ಮಟ್ಟದ ಅಧಿಕಾರಿಗಳು ಹಾಗೂ ತಾಲೂಕು ಮಟ್ಟದ ಅಧಿಕಾರಿಗಳು ಭಾಗವಹಿಸಿದ್ದರು — [695, 1470, 980, 1586]
person-figure — [1335, 318, 1382, 458]
paragraph: ಹೊಸನಗರ: ಇಲ್ಲಿನ ಸರ್ಕಾರಿ ಪದವಿಪೂರ್ವ ಕಾಲೇಜಿನ ಮೇಲ್ಮಹಡಿ ಕಟ್ಟಡಕ್ಕೆ ನಿರ್ಮಾಣ ಮಾಡುತ್ತಿರುವ ಕಡ್ಡಿಣದ ಟ್ರೆಸ್ ಅಳವಡಿಕೆ ಕಾಮಗಾರಿ ಅವೈಜ್ಞಾನಿಕವಾಗಿದ್ದು ಇದರಿಂದ ವಿದ್ಯಾರ್ಥಿಗಳಿಗೆ ಭಾರೀ ಅನಾನುಕೂಲ ಆಗಲಿದೆ ಎಂಬ ಮಾತುಗಳು ಸಾರ್ವಜನಿಕ ವಲಯದಿಂದ ಕೇಳಿಬರುತ್ತಿದೆ. — [59, 2036, 263, 2165]
